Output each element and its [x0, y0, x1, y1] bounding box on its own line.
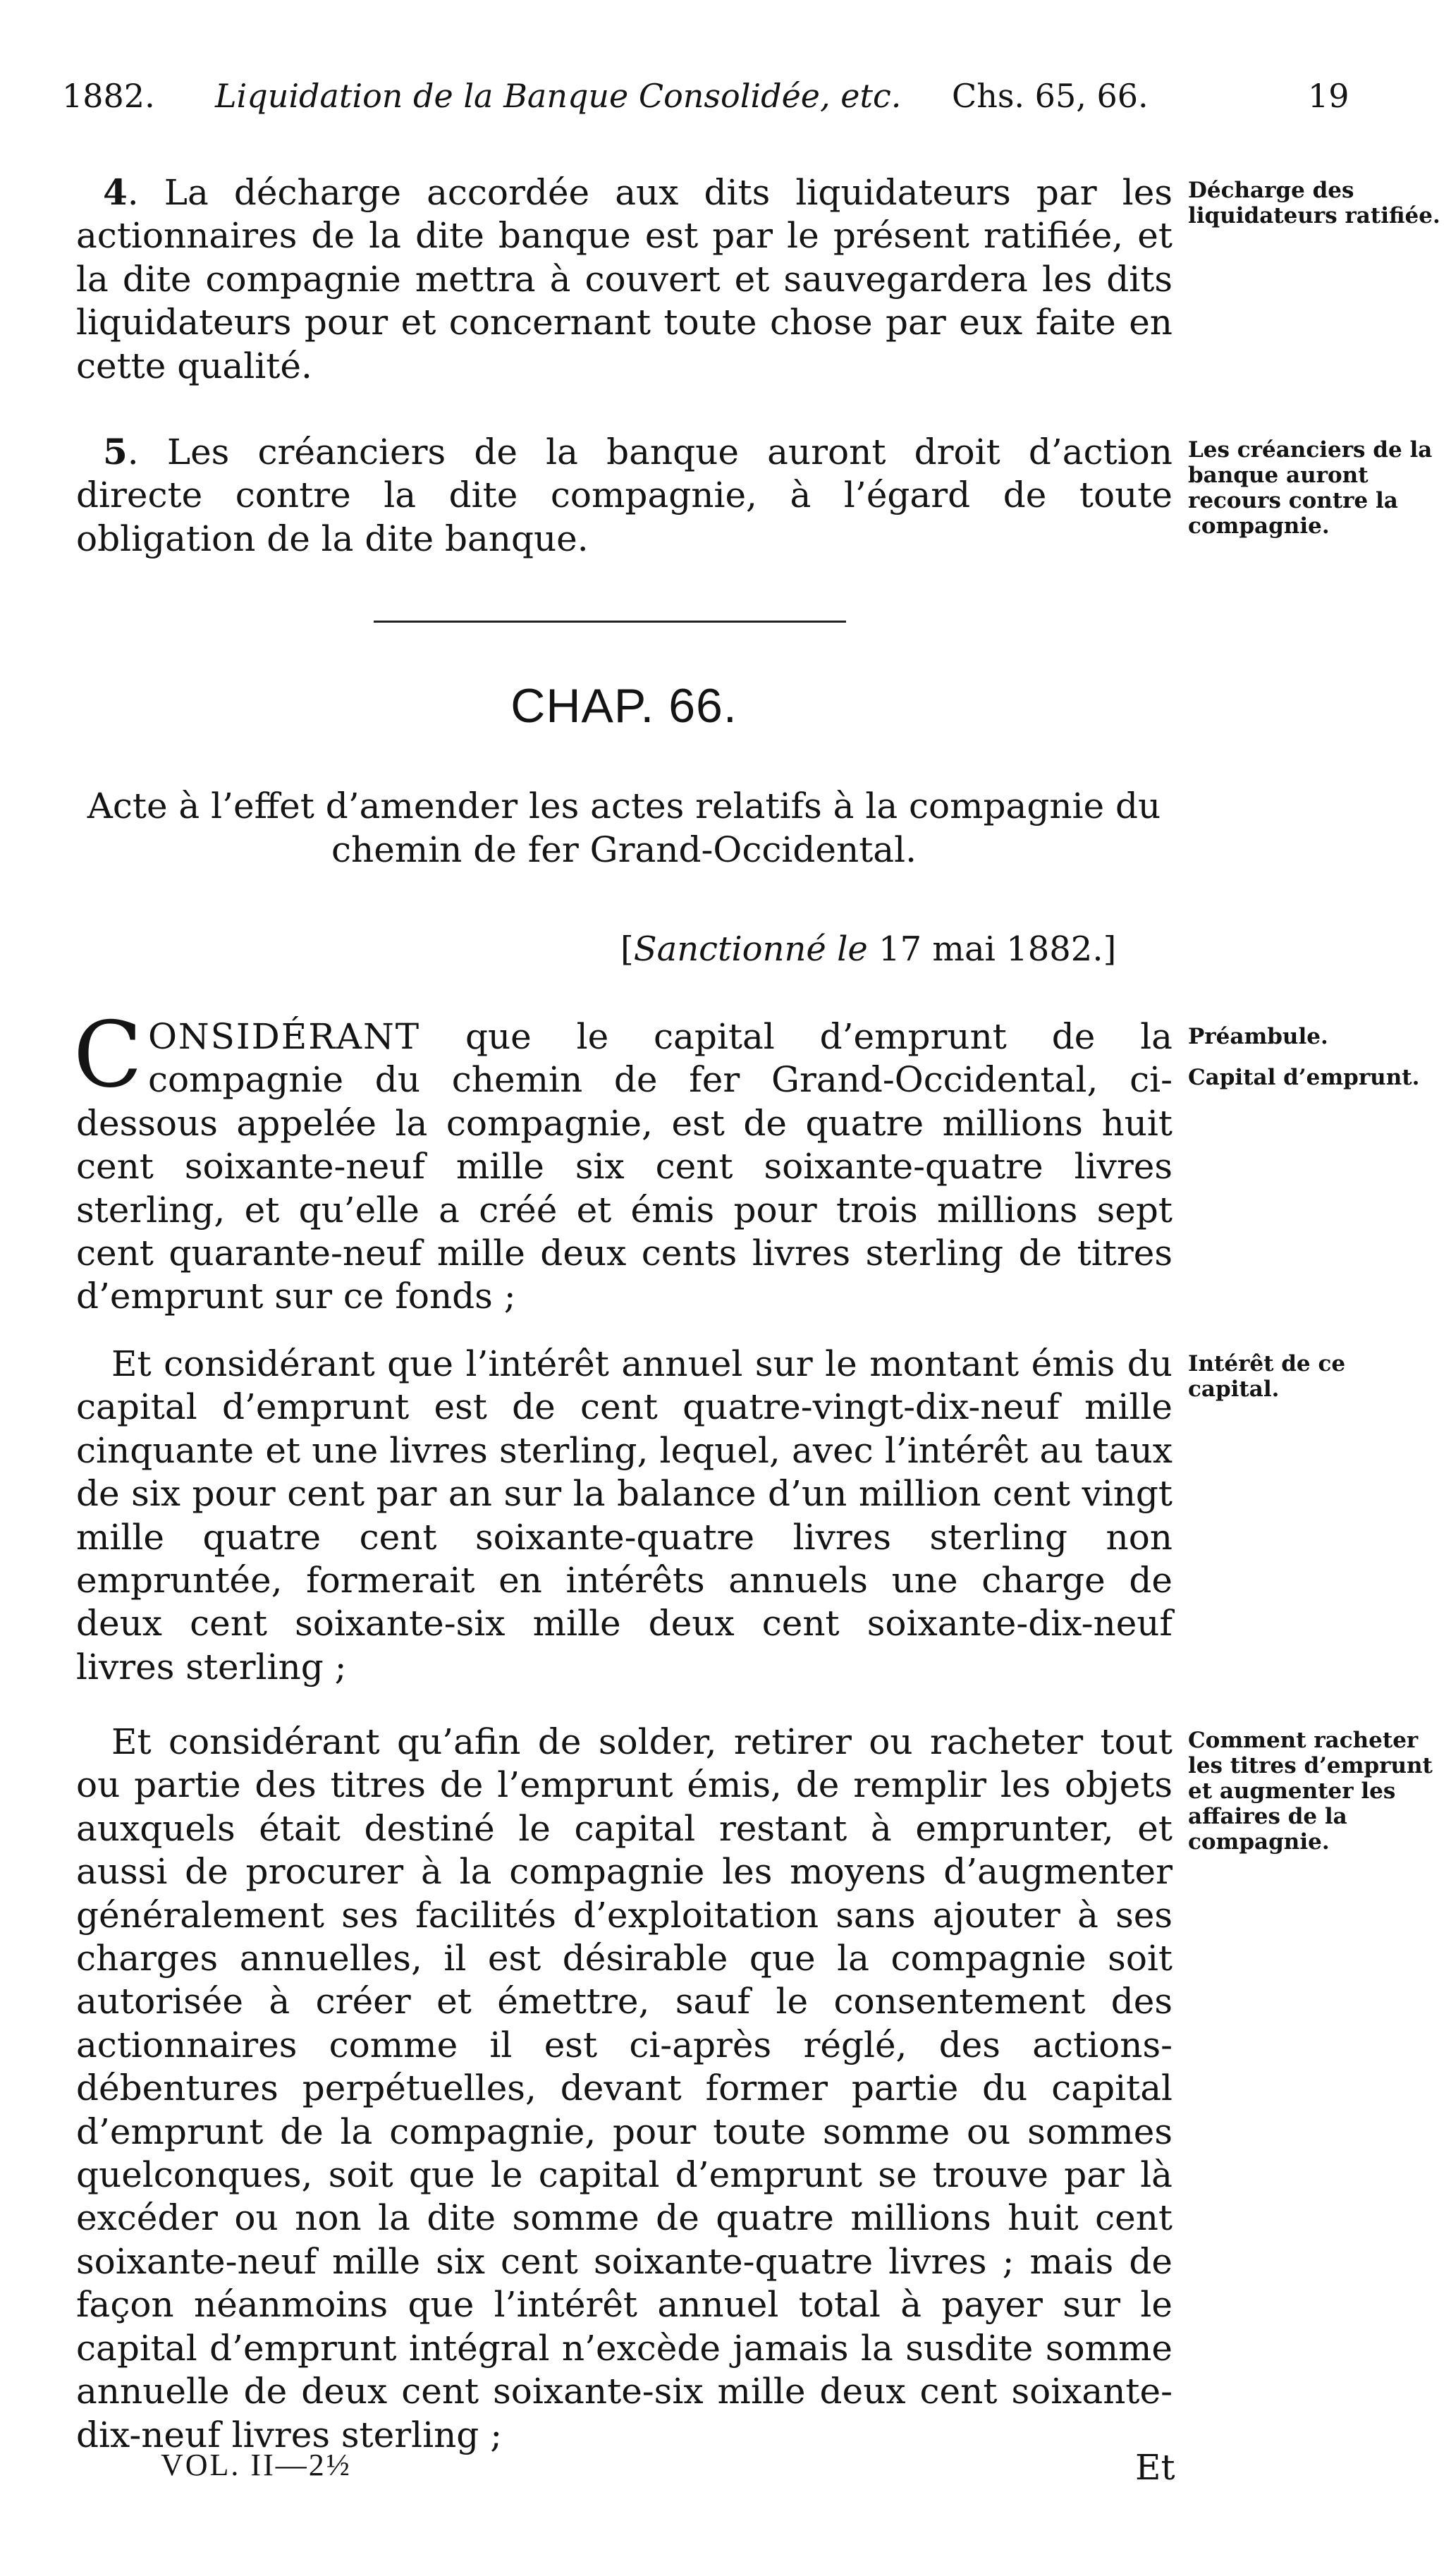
- sanction-date: [Sanctionné le 17 mai 1882.]: [620, 929, 1117, 969]
- interest-text: Et considérant que l’intérêt annuel sur le montant émis du capital d’emprunt est de cent quatre-vingt-dix-neuf mille cinquante et une livres sterling, lequel, avec l’intérêt au taux de six pour cent par an sur la balance d’un million cent vingt mille quatre cent soixante-quatre livres sterling non empruntée, formerait en intérêts annuels une charge de deux cent soixante-six mille deux cent soixante-dix-neuf livres sterling ;: [76, 1343, 1173, 1687]
- section-4-margin-note: Décharge des liquidateurs ratifiée.: [1188, 178, 1440, 228]
- section-4-number: 4: [103, 171, 128, 213]
- section-5-number: 5: [103, 431, 128, 472]
- preamble-margin-note: Préambule. Capital d’emprunt.: [1188, 1024, 1420, 1090]
- redemption-margin-note: Comment racheter les titres d’emprunt et augmenter les affaires de la compagnie.: [1188, 1728, 1433, 1855]
- preamble-lead-word: ONSIDÉRANT: [147, 1016, 421, 1057]
- chapter-heading: CHAP. 66.: [510, 679, 737, 733]
- redemption-paragraph: [76, 1721, 1173, 2457]
- section-4-text: . La décharge accordée aux dits liquidateurs par les actionnaires de la dite banque est par le présent ratifiée, et la dite compagnie mettra à couvert et sauvegardera les dits liquidateurs pour et concernant toute chose par eux faite en cette qualité.: [76, 172, 1173, 386]
- act-title: Acte à l’effet d’amender les actes relatifs à la compagnie du chemin de fer Grand-Occidental.: [87, 786, 1161, 870]
- catchword: Et: [1135, 2447, 1175, 2488]
- section-5-text: . Les créanciers de la banque auront droit d’action directe contre la dite compagnie, à l’égard de toute obligation de la dite banque.: [76, 432, 1173, 559]
- preamble-paragraph: [73, 1003, 1173, 1319]
- section-5-margin-note: Les créanciers de la banque auront recours contre la compagnie.: [1188, 437, 1433, 539]
- header-year: 1882.: [62, 77, 155, 115]
- interest-paragraph: [76, 1343, 1173, 1689]
- header-chapters: Chs. 65, 66.: [952, 77, 1149, 115]
- header-title: Liquidation de la Banque Consolidée, etc.: [215, 77, 902, 115]
- section-5: [76, 430, 1173, 561]
- redemption-text: Et considérant qu’afin de solder, retirer ou racheter tout ou partie des titres de l’emprunt émis, de remplir les objets auxquels était destiné le capital restant à emprunter, et aussi de procurer à la compagnie les moyens d’augmenter généralement ses facilités d’exploitation sans ajouter à ses charges annuelles, il est désirable que la compagnie soit autorisée à créer et émettre, sauf le consentement des actionnaires comme il est ci-après réglé, des actions-débentures perpétuelles, devant former partie du capital d’emprunt de la compagnie, pour toute somme ou sommes quelconques, soit que le capital d’emprunt se trouve par là excéder ou non la dite somme de quatre millions huit cent soixante-neuf mille six cent soixante-quatre livres ; mais de façon néanmoins que l’intérêt annuel total à payer sur le capital d’emprunt intégral n’excède jamais la susdite somme annuelle de deux cent soixante-six mille deux cent soixante-dix-neuf livres sterling ;: [76, 1721, 1173, 2455]
- interest-margin-note: Intérêt de ce capital.: [1188, 1351, 1346, 1402]
- section-divider: [374, 621, 846, 623]
- preamble-text: que le capital d’emprunt de la compagnie du chemin de fer Grand-Occidental, ci-dessous appelée la compagnie, est de quatre millions huit cent soixante-neuf mille six cent soixante-quatre livres sterling, et qu’elle a créé et émis pour trois millions sept cent quarante-neuf mille deux cents livres sterling de titres d’emprunt sur ce fonds ;: [76, 1016, 1173, 1317]
- drop-cap: C: [73, 1003, 142, 1108]
- section-4: [76, 171, 1173, 388]
- page-number: 19: [1308, 77, 1349, 115]
- volume-signature: VOL. II—2½: [161, 2448, 352, 2482]
